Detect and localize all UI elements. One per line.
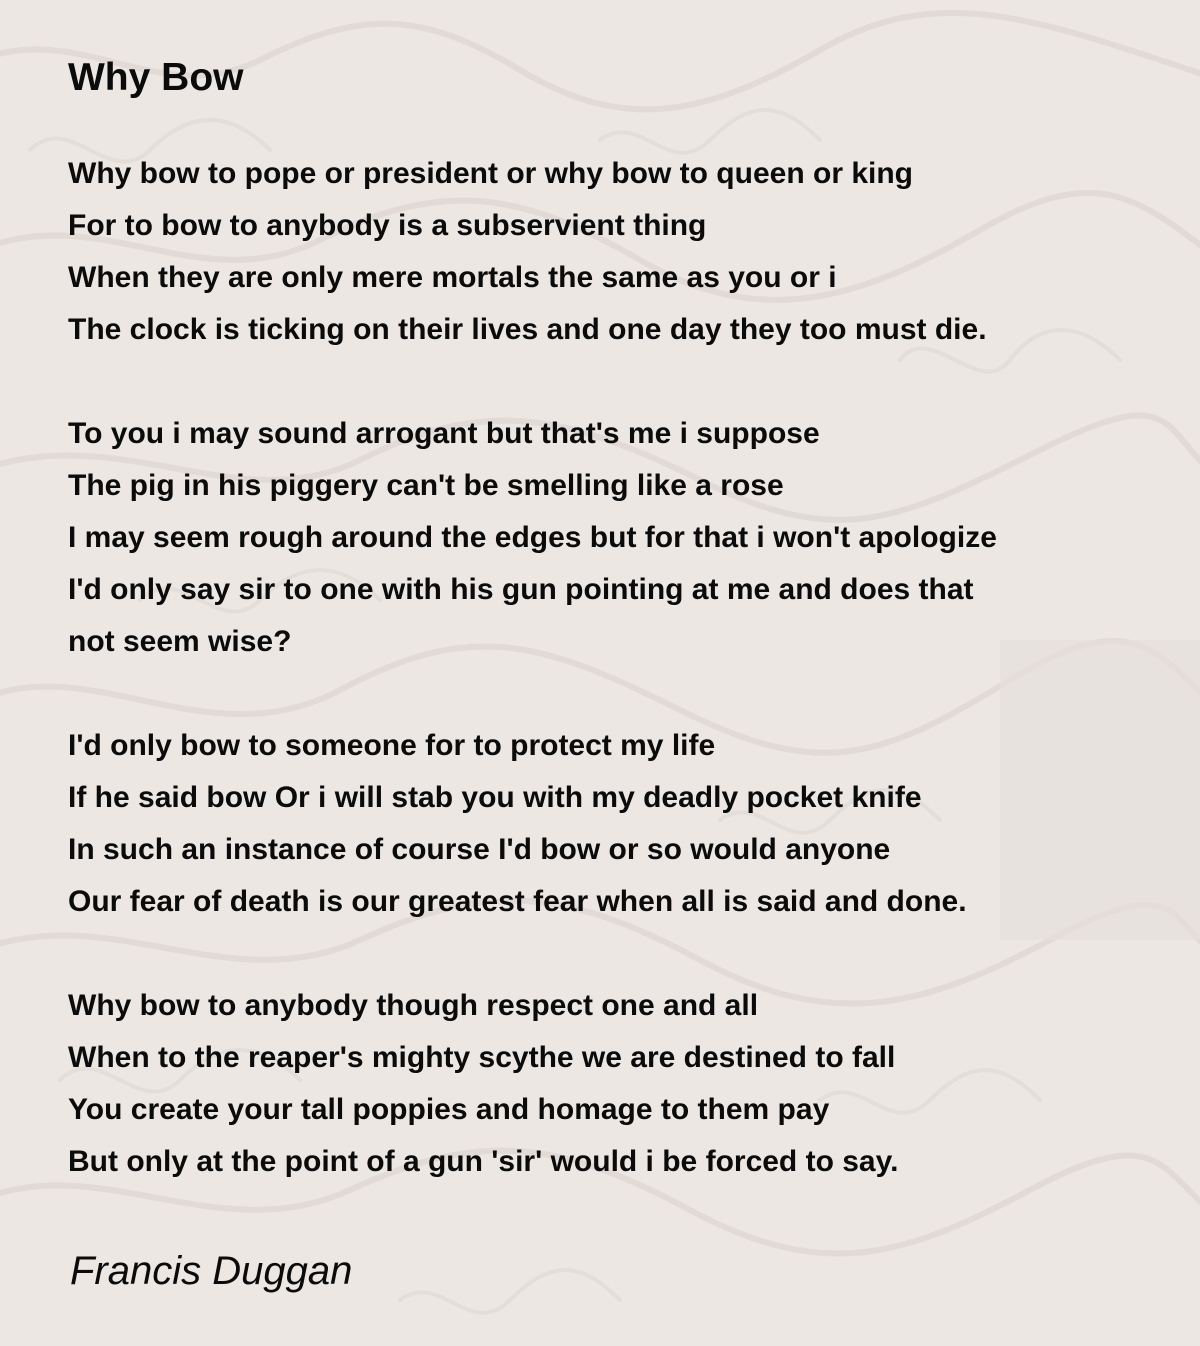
stanza-4 (68, 980, 898, 1188)
poem-line: If he said bow Or i will stab you with my deadly pocket knife (68, 781, 922, 814)
poem-line: But only at the point of a gun 'sir' would i be forced to say. (68, 1145, 899, 1178)
poem-line: The clock is ticking on their lives and one day they too must die. (68, 313, 987, 346)
poem-title: Why Bow (68, 56, 244, 99)
poem-line: The pig in his piggery can't be smelling like a rose (68, 469, 784, 502)
poem-line: When to the reaper's mighty scythe we are destined to fall (68, 1041, 896, 1074)
poem-line: not seem wise? (68, 625, 292, 658)
poem-line: To you i may sound arrogant but that's me i suppose (68, 417, 820, 450)
poem-line: You create your tall poppies and homage to them pay (68, 1093, 830, 1126)
poem-line: Why bow to pope or president or why bow to queen or king (68, 157, 913, 190)
poem-line: I'd only say sir to one with his gun pointing at me and does that (68, 573, 974, 606)
poem-line: Our fear of death is our greatest fear when all is said and done. (68, 885, 967, 918)
stanza-1 (68, 148, 987, 356)
poem-line: For to bow to anybody is a subservient thing (68, 209, 707, 242)
poem-line: I may seem rough around the edges but for that i won't apologize (68, 521, 997, 554)
poem-line: When they are only mere mortals the same as you or i (68, 261, 837, 294)
poem-author: Francis Duggan (70, 1249, 353, 1293)
poem-line: In such an instance of course I'd bow or so would anyone (68, 833, 891, 866)
poem-line: Why bow to anybody though respect one and all (68, 989, 759, 1022)
stanza-3 (68, 720, 967, 928)
stanza-2 (68, 408, 997, 668)
poem-line: I'd only bow to someone for to protect my life (68, 729, 716, 762)
